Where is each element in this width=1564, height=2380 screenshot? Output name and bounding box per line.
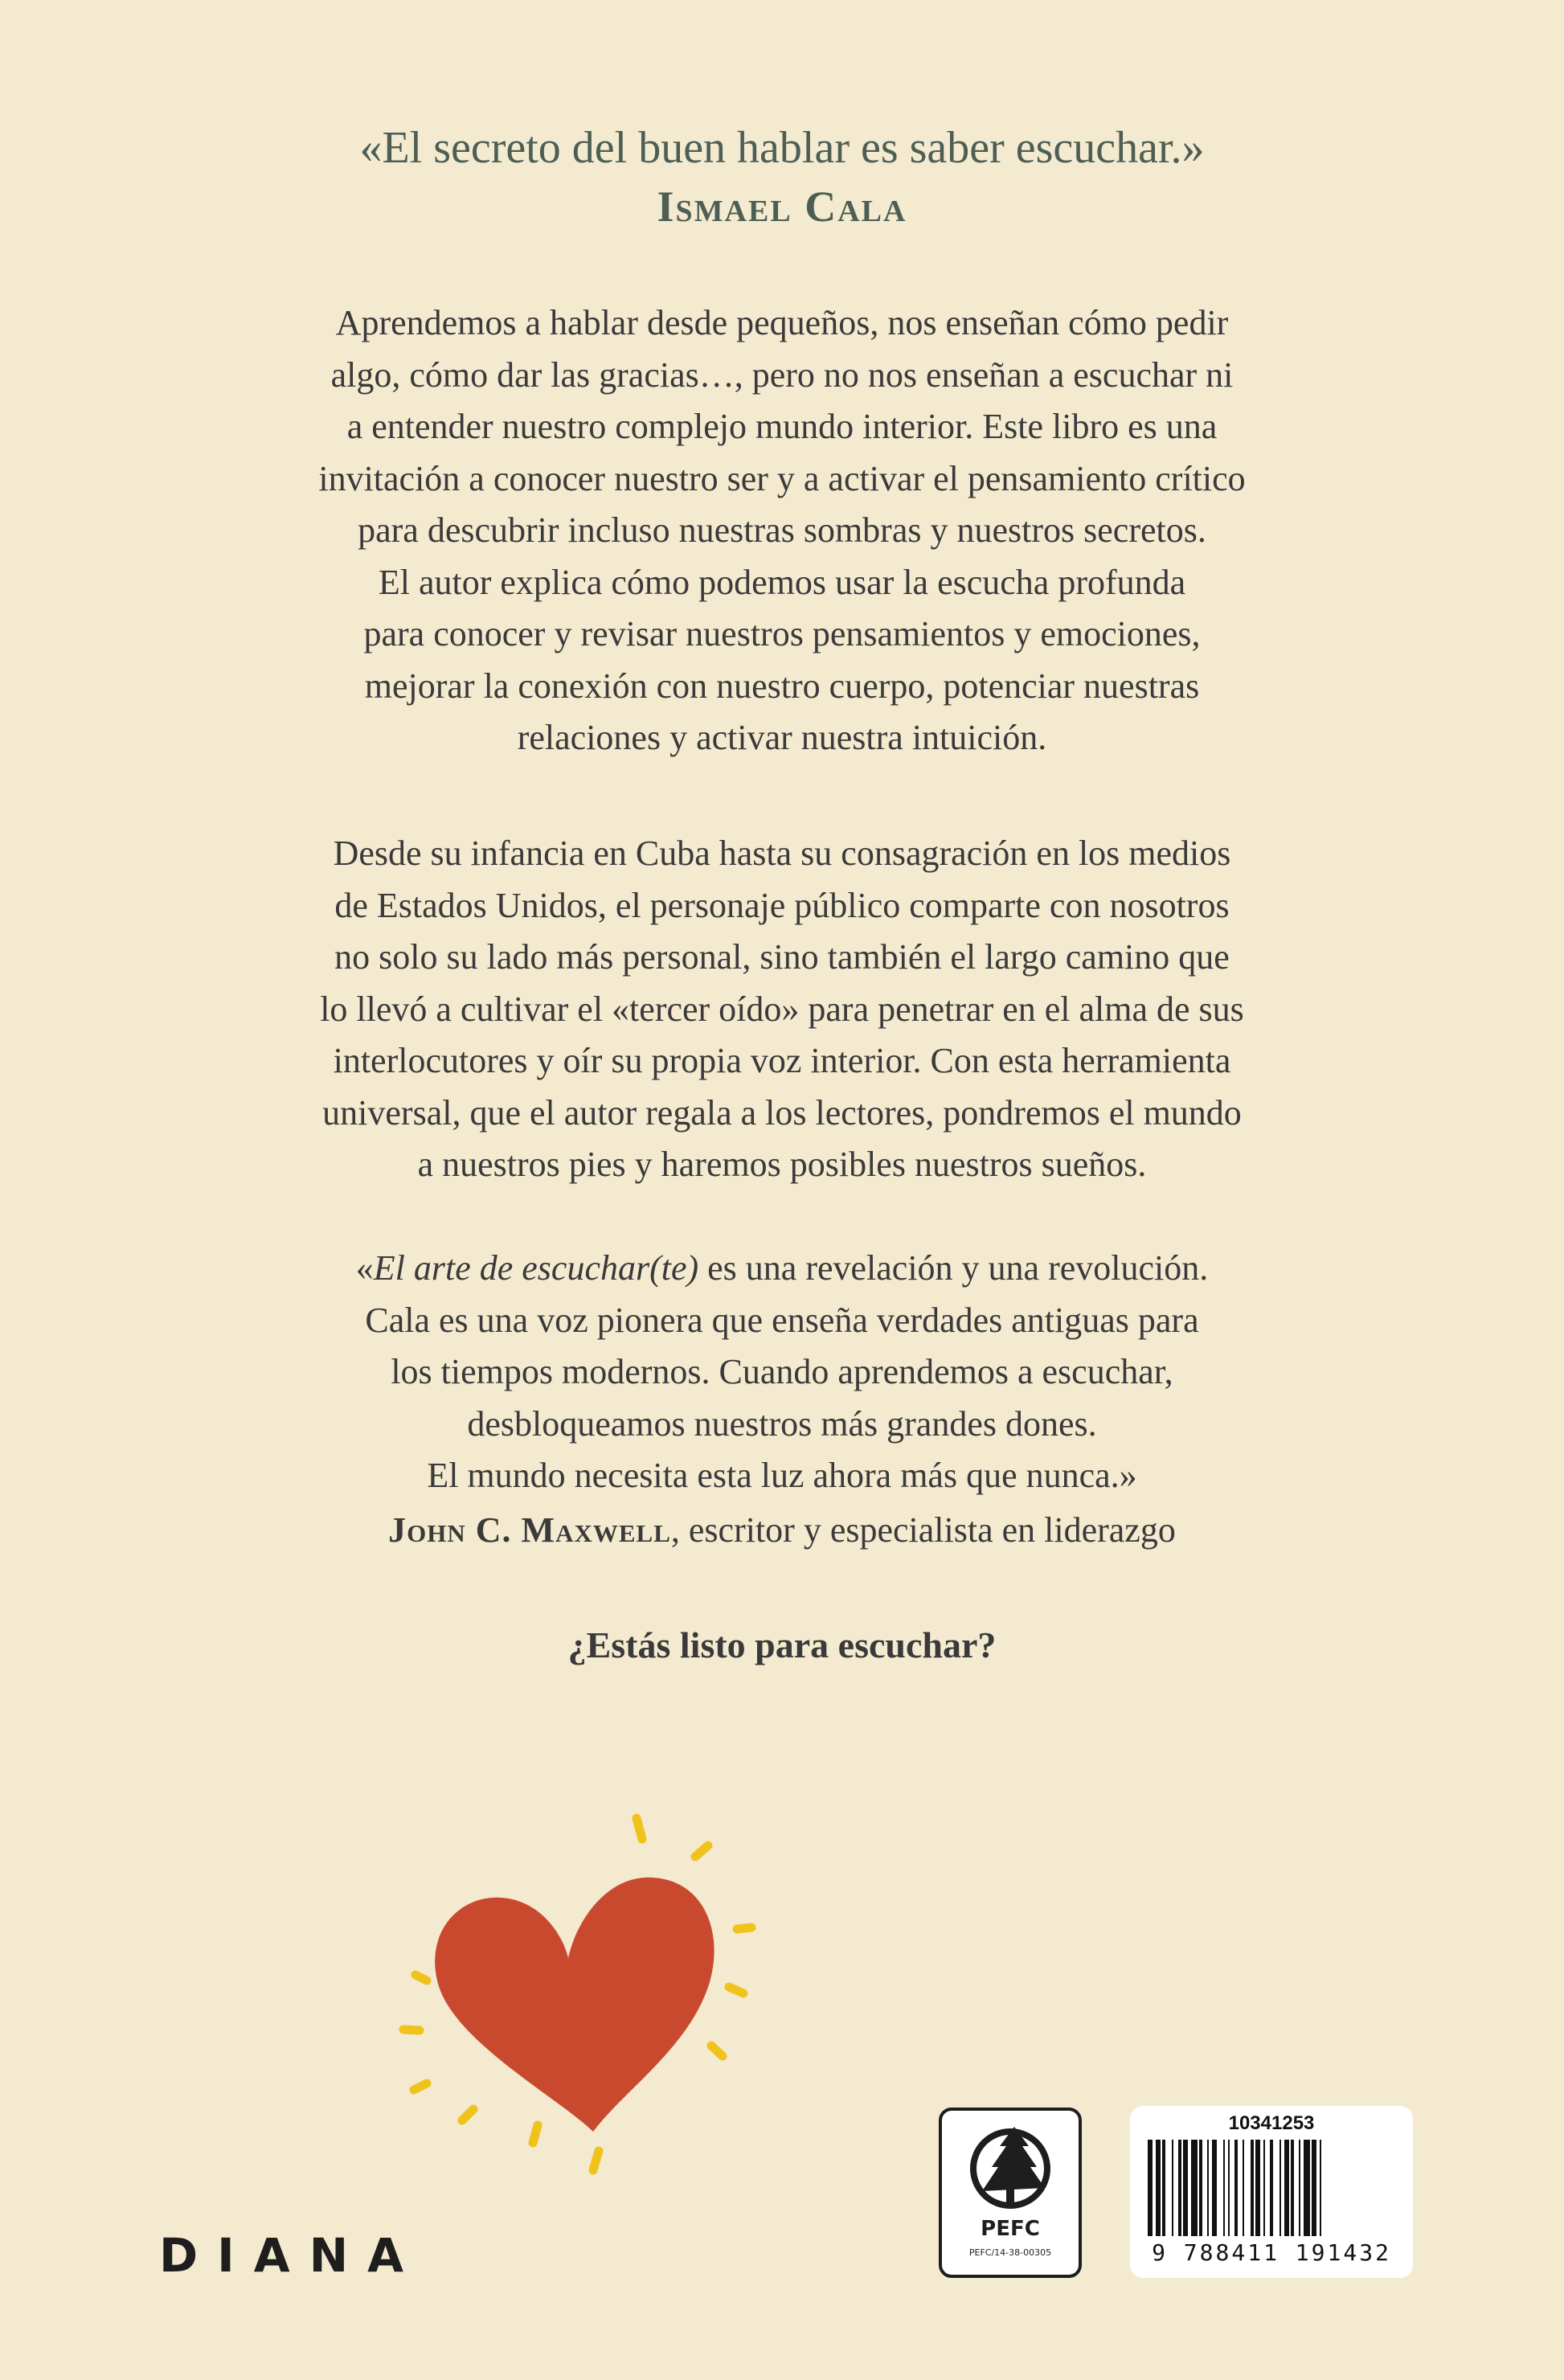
epigraph-quote: «El secreto del buen hablar es saber escuchar.» <box>359 123 1205 173</box>
barcode-bar <box>1148 2140 1153 2236</box>
paragraph-line: universal, que el autor regala a los lectores, pondremos el mundo <box>322 1092 1242 1133</box>
barcode-bar <box>1234 2140 1238 2236</box>
barcode-bar <box>1255 2140 1260 2236</box>
description-paragraph-1 <box>0 297 1564 764</box>
barcode-bar <box>1263 2140 1265 2236</box>
epigraph <box>0 119 1564 235</box>
heart-icon <box>435 1878 714 2132</box>
publisher-logo: DIANA <box>159 2228 424 2283</box>
barcode-bar <box>1299 2140 1300 2236</box>
heart-illustration <box>366 1800 768 2186</box>
paragraph-line: relaciones y activar nuestra intuición. <box>517 718 1047 757</box>
closing-question: ¿Estás listo para escuchar? <box>567 1624 997 1665</box>
endorser-name: John C. Maxwell <box>388 1510 671 1550</box>
paragraph-line: para descubrir incluso nuestras sombras y nuestros secretos. <box>358 510 1206 550</box>
paragraph-line: algo, cómo dar las gracias…, pero no nos enseñan a escuchar ni <box>330 354 1234 395</box>
barcode-bar <box>1228 2140 1230 2236</box>
paragraph-line: no solo su lado más personal, sino también el largo camino que <box>334 937 1230 977</box>
blurb-line-rest: es una revelación y una revolución. <box>698 1248 1209 1288</box>
paragraph-line: a nuestros pies y haremos posibles nuestros sueños. <box>417 1145 1147 1184</box>
barcode-bar <box>1183 2140 1188 2236</box>
barcode-bar <box>1320 2140 1321 2236</box>
barcode-bar <box>1304 2140 1310 2236</box>
endorser-role: , escritor y especialista en liderazgo <box>670 1510 1176 1550</box>
barcode-bar <box>1212 2140 1217 2236</box>
blurb-first-line <box>0 1243 1564 1295</box>
barcode-bar <box>1270 2140 1273 2236</box>
blurb-line: El mundo necesita esta luz ahora más que nunca.» <box>427 1456 1137 1495</box>
paragraph-line: interlocutores y oír su propia voz interior. Con esta herramienta <box>333 1041 1231 1080</box>
barcode-bar <box>1191 2140 1198 2236</box>
description-paragraph-2 <box>0 828 1564 1191</box>
barcode-bar <box>1251 2140 1254 2236</box>
paragraph-line: Desde su infancia en Cuba hasta su consagración en los medios <box>333 834 1231 873</box>
pefc-label: PEFC <box>981 2217 1040 2241</box>
paragraph-line: lo llevó a cultivar el «tercer oído» para penetrar en el alma de sus <box>320 989 1244 1029</box>
epigraph-author: Ismael Cala <box>657 182 907 231</box>
barcode-bar <box>1156 2140 1161 2236</box>
barcode-bar <box>1199 2140 1202 2236</box>
paragraph-line: mejorar la conexión con nuestro cuerpo, potenciar nuestras <box>364 666 1200 706</box>
pefc-tree-icon <box>942 2111 1079 2215</box>
endorser <box>0 1505 1564 1556</box>
paragraph-line: Aprendemos a hablar desde pequeños, nos enseñan cómo pedir <box>335 303 1229 342</box>
pefc-code: PEFC/14-38-00305 <box>968 2247 1052 2258</box>
barcode-bar <box>1243 2140 1244 2236</box>
blurb-line: desbloqueamos nuestros más grandes dones. <box>467 1403 1097 1444</box>
barcode-icon <box>1130 2140 1413 2239</box>
paragraph-line: de Estados Unidos, el personaje público comparte con nosotros <box>334 885 1230 925</box>
internal-code: 10341253 <box>1228 2112 1315 2134</box>
paragraph-line: El autor explica cómo podemos usar la escucha profunda <box>378 562 1186 602</box>
book-title: El arte de escuchar(te) <box>373 1248 699 1288</box>
barcode-bar <box>1284 2140 1289 2236</box>
isbn-number: 9 788411 191432 <box>1152 2239 1391 2266</box>
barcode-bar <box>1162 2140 1165 2236</box>
barcode-bar <box>1312 2140 1316 2236</box>
barcode-bar <box>1207 2140 1209 2236</box>
blurb-quote <box>0 1243 1564 1502</box>
paragraph-line: a entender nuestro complejo mundo interior. Este libro es una <box>346 407 1218 446</box>
paragraph-line: para conocer y revisar nuestros pensamientos y emociones, <box>363 614 1201 653</box>
blurb-line: los tiempos modernos. Cuando aprendemos a escuchar, <box>391 1352 1173 1391</box>
blurb-line: Cala es una voz pionera que enseña verdades antiguas para <box>365 1300 1199 1340</box>
barcode-bar <box>1291 2140 1294 2236</box>
paragraph-line: invitación a conocer nuestro ser y a activar el pensamiento crítico <box>318 458 1246 498</box>
barcode-bar <box>1178 2140 1181 2236</box>
barcode-bar <box>1223 2140 1225 2236</box>
blurb-open-quote: « <box>355 1248 374 1288</box>
barcode-bar <box>1279 2140 1281 2236</box>
barcode-bar <box>1172 2140 1173 2236</box>
pefc-certification <box>939 2108 1082 2278</box>
barcode-label <box>1130 2106 1413 2278</box>
